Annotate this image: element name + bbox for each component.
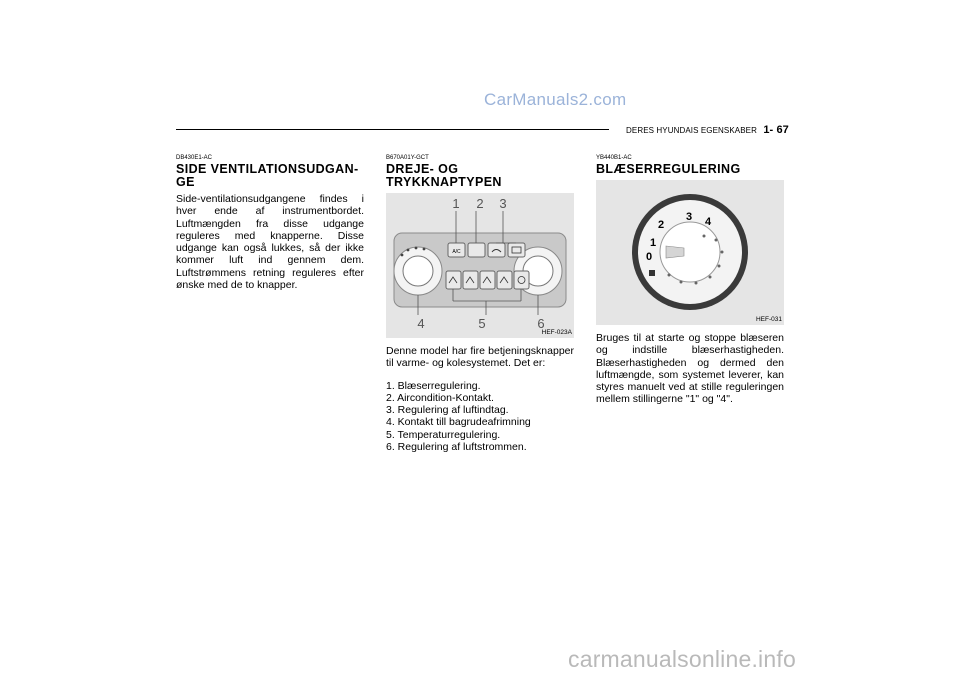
callout-1: 1	[452, 196, 460, 211]
section-intro: Denne model har fire betjeningsknapper til varme- og kolesystemet. Det er:	[386, 345, 574, 370]
figure-label: HEF-031	[755, 316, 782, 323]
section-heading: BLÆSERREGULERING	[596, 162, 741, 176]
control-panel-illustration	[386, 193, 574, 338]
ac-eco-button	[468, 243, 485, 257]
header-rule	[176, 129, 609, 130]
callout-6: 6	[537, 316, 545, 331]
fan-dial-figure	[596, 180, 784, 325]
watermark-bottom: carmanualsonline.info	[568, 646, 796, 672]
column-fan-control	[596, 155, 784, 406]
list-item: 1. Blæserregulering.	[386, 379, 481, 392]
control-list	[386, 380, 574, 454]
callout-3: 3	[499, 196, 507, 211]
section-heading: DREJE- OG TRYKKNAPTYPEN	[386, 162, 502, 189]
mode-button-4	[497, 271, 512, 289]
mode-button-1	[446, 271, 461, 289]
defrost-button	[508, 243, 525, 257]
dial-number-4: 4	[704, 216, 712, 228]
dial-pointer	[666, 246, 684, 258]
callout-4: 4	[417, 316, 425, 331]
watermark-top: CarManuals2.com	[484, 90, 627, 109]
section-heading: SIDE VENTILATIONSUDGAN-GE	[176, 162, 359, 189]
dial-number-3: 3	[685, 211, 693, 223]
callout-2: 2	[476, 196, 484, 211]
list-item: 5. Temperaturregulering.	[386, 428, 501, 441]
list-item: 2. Aircondition-Kontakt.	[386, 391, 494, 404]
section-body: Side-ventilationsudgangene findes i hver ende af instrumentbordet. Luftmængden fra disse udgange reguleres med knapperne. Disse udgange kan også lukkes, så der ikke kommer luft ind gennem dem. Luftstrømmens retning reguleres efter ønske med de to knapper.	[176, 193, 364, 292]
section-code: DB430E1-AC	[176, 155, 213, 161]
list-item: 6. Regulering af luftstrommen.	[386, 441, 527, 454]
fan-icon	[649, 270, 655, 276]
page-header	[626, 124, 789, 136]
figure-label: HEF-023A	[541, 329, 572, 336]
column-controls	[386, 155, 574, 464]
mode-button-5	[514, 271, 529, 289]
list-item: 3. Regulering af luftindtag.	[386, 404, 509, 417]
section-code: YB440B1-AC	[596, 155, 632, 161]
fan-dial-illustration	[596, 180, 784, 325]
control-panel-figure	[386, 193, 574, 338]
ac-button-label: A/C	[452, 249, 461, 255]
fan-knob-center	[403, 256, 433, 286]
list-item: 4. Kontakt till bagrudeafrimning	[386, 416, 531, 429]
dial-number-0: 0	[645, 251, 653, 263]
callout-5: 5	[478, 316, 486, 331]
dial-number-1: 1	[649, 237, 657, 249]
page-number: 1- 67	[763, 124, 789, 136]
mode-button-3	[480, 271, 495, 289]
dial-number-2: 2	[657, 219, 665, 231]
section-body: Bruges til at starte og stoppe blæseren og indstille blæserhastigheden. Blæserhastigheden og dermed den luftmængde, som systemet leverer, kan styres manuelt ved at stille reguleringen mellem stillingerne "1" og "4".	[596, 332, 784, 406]
column-side-vents	[176, 155, 364, 291]
mode-button-2	[463, 271, 478, 289]
section-title: DERES HYUNDAIS EGENSKABER	[626, 126, 757, 135]
section-code: B670A01Y-GCT	[386, 155, 429, 161]
